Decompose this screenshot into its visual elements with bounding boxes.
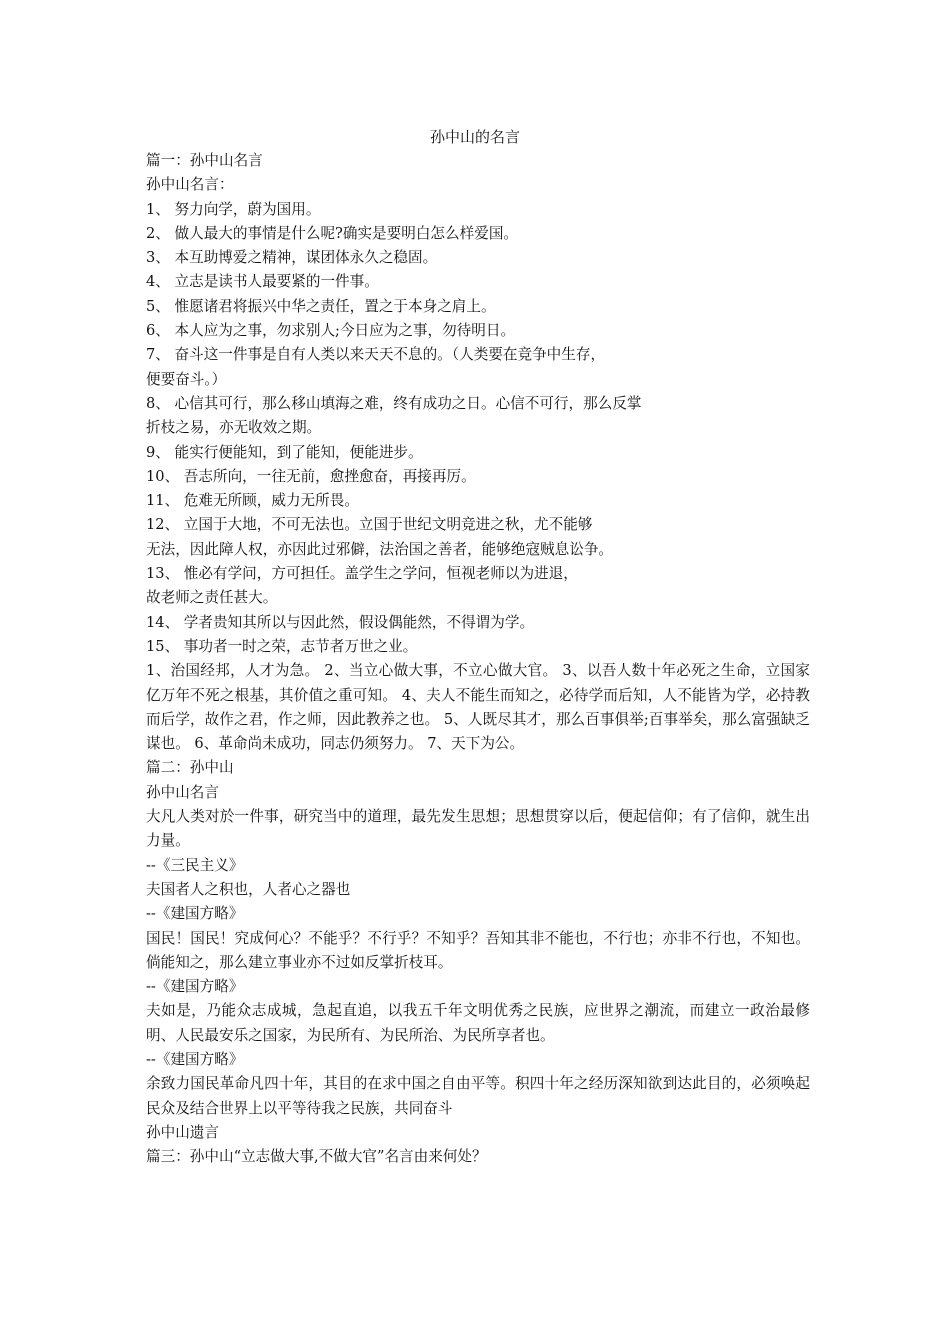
- text-line: --《建国方略》: [146, 905, 244, 923]
- text-line: --《建国方略》: [146, 1050, 244, 1068]
- text-line: 12、 立国于大地，不可无法也。立国于世纪文明竞进之秋，尤不能够: [146, 516, 593, 534]
- text-line: 15、 事功者一时之荣，志节者万世之业。: [146, 637, 418, 655]
- text-line: 6、 本人应为之事，勿求别人;今日应为之事，勿待明日。: [146, 322, 516, 340]
- text-line: 2、 做人最大的事情是什么呢?确实是要明白怎么样爱国。: [146, 224, 519, 242]
- text-line: 7、 奋斗这一件事是自有人类以来天天不息的。（人类要在竞争中生存，: [146, 346, 606, 364]
- text-line: --《三民主义》: [146, 856, 244, 874]
- text-line: 3、 本互助博爱之精神，谋团体永久之稳固。: [146, 249, 438, 267]
- paragraph: 国民！国民！究成何心？不能乎？不行乎？不知乎？吾知其非不能也，不行也；亦非不行也，不知也。倘能知之，那么建立事业亦不过如反掌折枝耳。: [146, 929, 810, 971]
- text-line: 篇三：孙中山“立志做大事,不做大官”名言由来何处？: [146, 1148, 487, 1166]
- text-line: 5、 惟愿诸君将振兴中华之责任，置之于本身之肩上。: [146, 297, 496, 315]
- text-line: 8、 心信其可行，那么移山填海之难，终有成功之日。心信不可行，那么反掌: [146, 394, 642, 412]
- text-line: 孙中山名言: [146, 783, 219, 801]
- text-line: 无法，因此障人权，亦因此过邪僻，法治国之善者，能够绝寇贼息讼争。: [146, 540, 614, 558]
- text-line: 孙中山名言：: [146, 176, 234, 194]
- paragraph: 1、治国经邦，人才为急。 2、当立心做大事，不立心做大官。 3、以吾人数十年必死之生命，立国家亿万年不死之根基，其价值之重可知。 4、夫人不能生而知之，必待学而后知，人不能皆为学，必持教而后学，故作之君，作之师，因此教养之也。 5、人既尽其才，那么百事俱举;百事举矣，那么富强缺乏谋也。 6、革命尚未成功，同志仍须努力。 7、天下为公。: [146, 662, 810, 753]
- text-line: 14、 学者贵知其所以与因此然，假设偶能然，不得谓为学。: [146, 613, 535, 631]
- paragraph: 大凡人类对於一件事，研究当中的道理，最先发生思想；思想贯穿以后，便起信仰；有了信仰，就生出力量。: [146, 808, 810, 850]
- text-line: 13、 惟必有学问，方可担任。盖学生之学问，恒视老师以为进退，: [146, 565, 578, 583]
- text-line: 折枝之易，亦无收效之期。: [146, 419, 322, 437]
- paragraph: 余致力国民革命凡四十年，其目的在求中国之自由平等。积四十年之经历深知欲到达此目的，必须唤起民众及结合世界上以平等待我之民族，共同奋斗: [146, 1075, 810, 1117]
- text-line: 11、 危难无所顾，威力无所畏。: [146, 492, 359, 510]
- text-line: 1、 努力向学，蔚为国用。: [146, 200, 321, 218]
- document-body: [146, 149, 810, 1169]
- text-line: 4、 立志是读书人最要紧的一件事。: [146, 273, 379, 291]
- text-line: 篇二：孙中山: [146, 759, 234, 777]
- document-title: 孙中山的名言: [429, 128, 520, 146]
- text-line: 10、 吾志所向，一往无前，愈挫愈奋，再接再厉。: [146, 467, 476, 485]
- text-line: 孙中山遗言: [146, 1123, 219, 1141]
- text-line: --《建国方略》: [146, 978, 244, 996]
- text-line: 夫国者人之积也，人者心之器也: [146, 880, 351, 898]
- text-line: 便要奋斗。）: [146, 370, 227, 388]
- text-line: 故老师之责任甚大。: [146, 589, 278, 607]
- text-line: 9、 能实行便能知，到了能知，便能进步。: [146, 443, 423, 461]
- text-line: 篇一：孙中山名言: [146, 152, 263, 169]
- paragraph: 夫如是，乃能众志成城，急起直追，以我五千年文明优秀之民族，应世界之潮流，而建立一政治最修明、人民最安乐之国家，为民所有、为民所治、为民所享者也。: [146, 1002, 810, 1044]
